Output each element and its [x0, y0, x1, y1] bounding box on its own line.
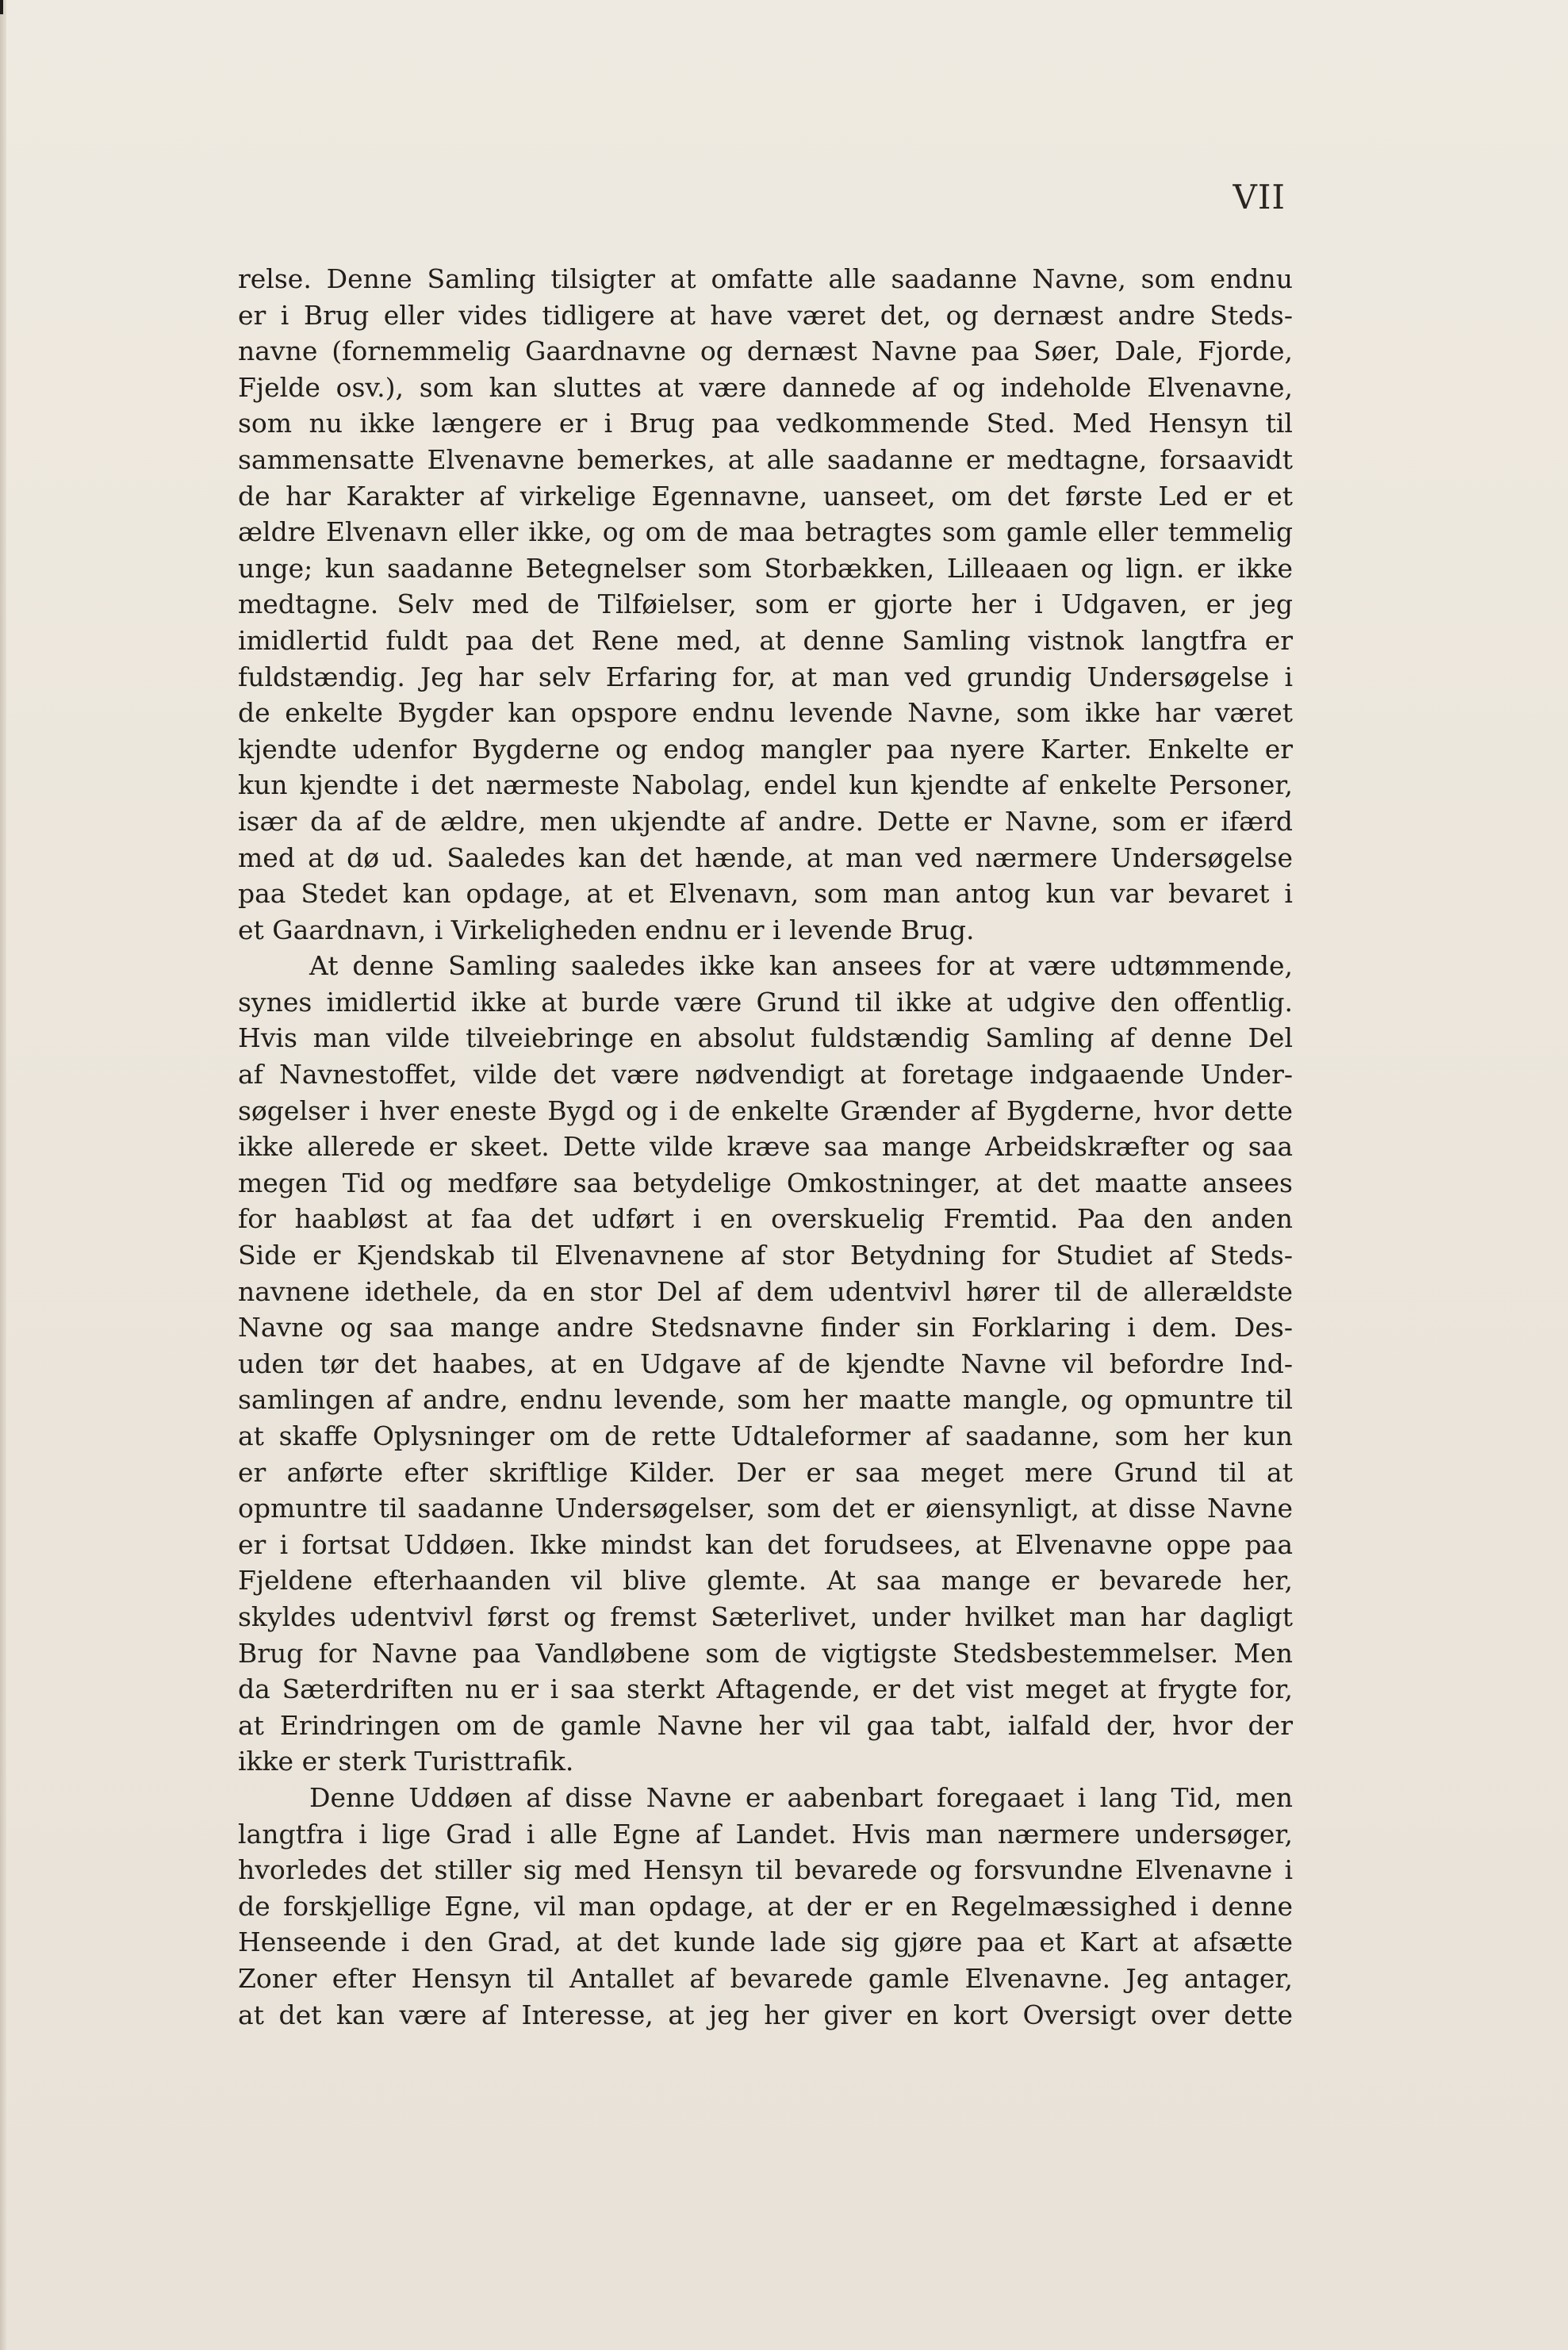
text-line: unge; kun saadanne Betegnelser som Storbækken, Lilleaaen og lign. er ikke: [238, 552, 1293, 584]
text-line: uden tør det haabes, at en Udgave af de kjendte Navne vil befordre Ind-: [238, 1348, 1293, 1379]
body-text: [238, 261, 1293, 2033]
text-line: er anførte efter skriftlige Kilder. Der er saa meget mere Grund til at: [238, 1456, 1293, 1488]
text-line: samlingen af andre, endnu levende, som her maatte mangle, og opmuntre til: [238, 1384, 1293, 1416]
text-line: Henseende i den Grad, at det kunde lade sig gjøre paa et Kart at afsætte: [238, 1926, 1293, 1958]
text-line: at det kan være af Interesse, at jeg her giver en kort Oversigt over dette: [238, 1999, 1293, 2030]
text-line: Navne og saa mange andre Stedsnavne finder sin Forklaring i dem. Des-: [238, 1312, 1293, 1344]
text-line: paa Stedet kan opdage, at et Elvenavn, som man antog kun var bevaret i: [238, 878, 1293, 910]
text-line: Hvis man vilde tilveiebringe en absolut fuldstændig Samling af denne Del: [238, 1022, 1293, 1054]
text-line: imidlertid fuldt paa det Rene med, at denne Samling vistnok langtfra er: [238, 624, 1293, 656]
text-line: skyldes udentvivl først og fremst Sæterlivet, under hvilket man har dagligt: [238, 1601, 1293, 1632]
text-line: kun kjendte i det nærmeste Nabolag, endel kun kjendte af enkelte Personer,: [238, 769, 1293, 801]
text-line: ældre Elvenavn eller ikke, og om de maa betragtes som gamle eller temmelig: [238, 516, 1293, 548]
text-line: er i Brug eller vides tidligere at have været det, og dernæst andre Steds-: [238, 299, 1293, 331]
page-edge-shadow: [0, 0, 6, 2350]
text-line: for haabløst at faa det udført i en overskuelig Fremtid. Paa den anden: [238, 1203, 1293, 1235]
text-line: Denne Uddøen af disse Navne er aabenbart foregaaet i lang Tid, men: [309, 1781, 1293, 1813]
text-line: Fjeldene efterhaanden vil blive glemte. At saa mange er bevarede her,: [238, 1565, 1293, 1597]
text-line: de forskjellige Egne, vil man opdage, at der er en Regelmæssighed i denne: [238, 1890, 1293, 1922]
scan-corner-mark: [0, 0, 3, 14]
page-number: VII: [1233, 178, 1286, 217]
text-line: medtagne. Selv med de Tilføielser, som er gjorte her i Udgaven, er jeg: [238, 588, 1293, 620]
text-line: hvorledes det stiller sig med Hensyn til bevarede og forsvundne Elvenavne i: [238, 1854, 1293, 1886]
text-line: da Sæterdriften nu er i saa sterkt Aftagende, er det vist meget at frygte for,: [238, 1673, 1293, 1705]
text-line: sammensatte Elvenavne bemerkes, at alle saadanne er medtagne, forsaavidt: [238, 443, 1293, 475]
text-line: de har Karakter af virkelige Egennavne, uanseet, om det første Led er et: [238, 480, 1293, 512]
text-line: Side er Kjendskab til Elvenavnene af stor Betydning for Studiet af Steds-: [238, 1240, 1293, 1271]
text-line: de enkelte Bygder kan opspore endnu levende Navne, som ikke har været: [238, 697, 1293, 729]
text-line: Fjelde osv.), som kan sluttes at være dannede af og indeholde Elvenavne,: [238, 371, 1293, 403]
text-line: som nu ikke længere er i Brug paa vedkommende Sted. Med Hensyn til: [238, 408, 1293, 439]
text-line: af Navnestoffet, vilde det være nødvendigt at foretage indgaaende Under-: [238, 1059, 1293, 1091]
text-line: med at dø ud. Saaledes kan det hænde, at man ved nærmere Undersøgelse: [238, 841, 1293, 873]
text-line: opmuntre til saadanne Undersøgelser, som det er øiensynligt, at disse Navne: [238, 1493, 1293, 1524]
text-line: er i fortsat Uddøen. Ikke mindst kan det forudsees, at Elvenavne oppe paa: [238, 1528, 1293, 1560]
text-line: at Erindringen om de gamle Navne her vil gaa tabt, ialfald der, hvor der: [238, 1709, 1293, 1741]
text-line: kjendte udenfor Bygderne og endog mangler paa nyere Karter. Enkelte er: [238, 733, 1293, 765]
text-line: megen Tid og medføre saa betydelige Omkostninger, at det maatte ansees: [238, 1167, 1293, 1198]
text-line: ikke er sterk Turisttrafik.: [238, 1746, 574, 1777]
text-line: Brug for Navne paa Vandløbene som de vigtigste Stedsbestemmelser. Men: [238, 1637, 1293, 1669]
text-line: at skaffe Oplysninger om de rette Udtaleformer af saadanne, som her kun: [238, 1420, 1293, 1451]
text-line: navne (fornemmelig Gaardnavne og dernæst Navne paa Søer, Dale, Fjorde,: [238, 335, 1293, 367]
text-line: navnene idethele, da en stor Del af dem udentvivl hører til de allerældste: [238, 1275, 1293, 1307]
text-line: relse. Denne Samling tilsigter at omfatte alle saadanne Navne, som endnu: [238, 263, 1293, 294]
text-line: fuldstændig. Jeg har selv Erfaring for, at man ved grundig Undersøgelse i: [238, 661, 1293, 692]
text-line: Zoner efter Hensyn til Antallet af bevarede gamle Elvenavne. Jeg antager,: [238, 1962, 1293, 1994]
text-line: At denne Samling saaledes ikke kan ansees for at være udtømmende,: [309, 950, 1293, 982]
text-line: langtfra i lige Grad i alle Egne af Landet. Hvis man nærmere undersøger,: [238, 1818, 1293, 1850]
text-line: ikke allerede er skeet. Dette vilde kræve saa mange Arbeidskræfter og saa: [238, 1131, 1293, 1163]
text-line: et Gaardnavn, i Virkeligheden endnu er i levende Brug.: [238, 914, 975, 945]
text-line: især da af de ældre, men ukjendte af andre. Dette er Navne, som er ifærd: [238, 805, 1293, 837]
text-line: søgelser i hver eneste Bygd og i de enkelte Grænder af Bygderne, hvor dette: [238, 1094, 1293, 1126]
text-line: synes imidlertid ikke at burde være Grund til ikke at udgive den offentlig.: [238, 986, 1293, 1018]
